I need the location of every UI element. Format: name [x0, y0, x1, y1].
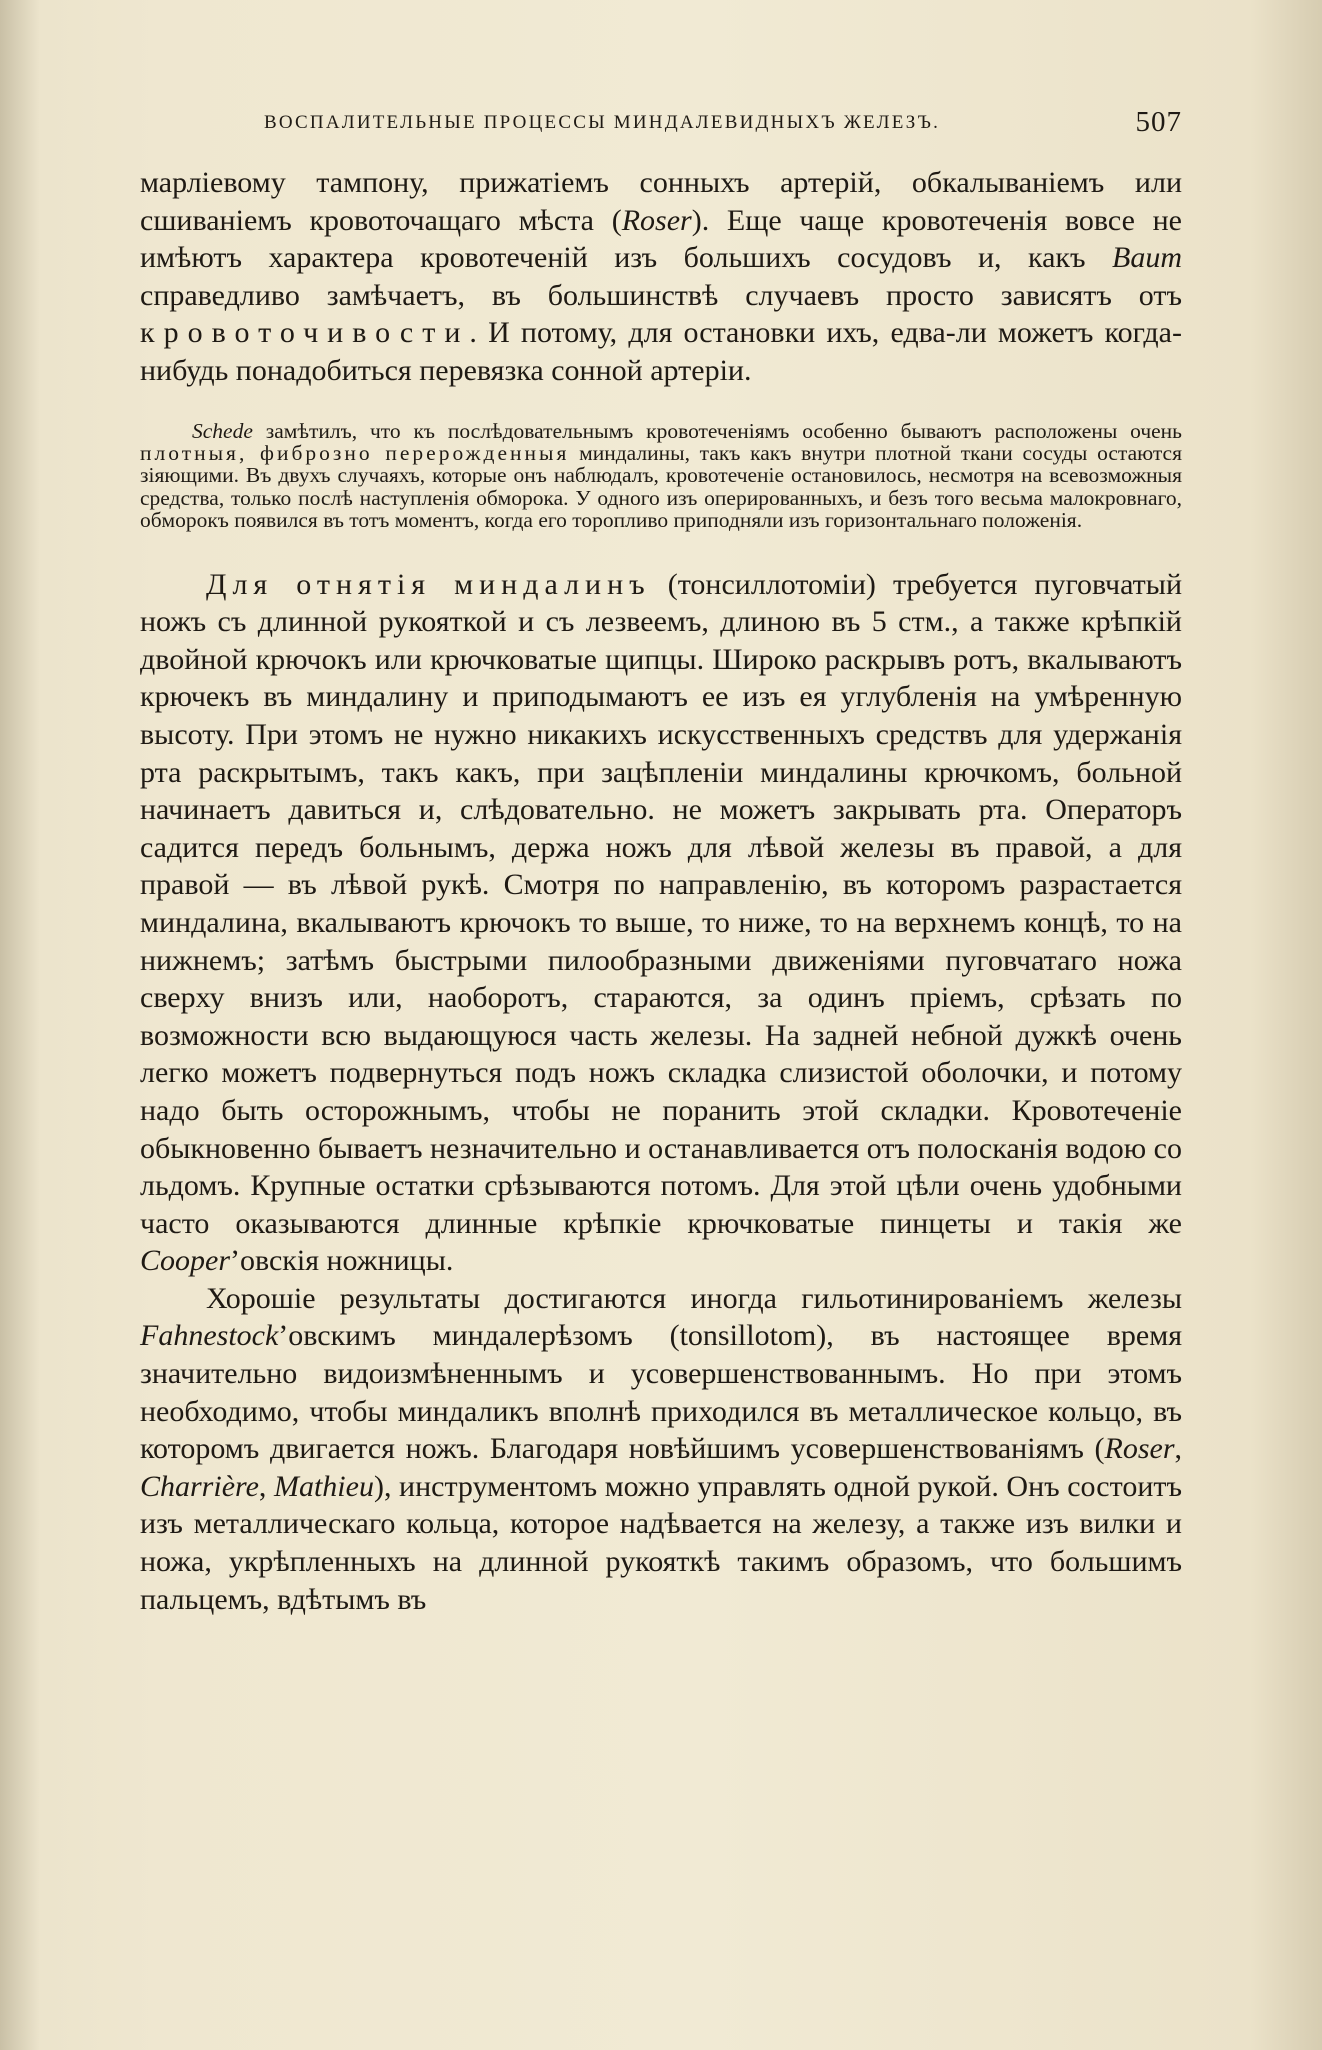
page-number: 507 [1135, 106, 1182, 138]
paragraph-1-text-c: справедливо замѣчаетъ, въ большинствѣ случаевъ просто зависятъ отъ [140, 278, 1182, 312]
author-baum: Baum [1112, 241, 1182, 275]
author-roser-2: Roser [1104, 1432, 1175, 1466]
paragraph-2-text-a: (тонсиллотоміи) требуется пуговчатый ножъ съ длинной рукояткой и съ лезвеемъ, длиною въ 5 стм., а также крѣпкій двойной крючокъ или крючковатые щипцы. Широко раскрывъ ротъ, вкалываютъ крючекъ въ миндалину и приподымаютъ ее изъ ея углубленія на умѣренную высоту. При этомъ не нужно никакихъ искусственныхъ средствъ для удержанія рта раскрытымъ, такъ какъ, при зацѣпленіи миндалины крючкомъ, больной начинаетъ давиться и, слѣдовательно. не можетъ закрывать рта. Операторъ садится передъ больнымъ, держа ножъ для лѣвой железы въ правой, а для правой — въ лѣвой рукѣ. Смотря по направленію, въ которомъ разрастается миндалина, вкалываютъ крючокъ то выше, то ниже, то на верхнемъ концѣ, то на нижнемъ; затѣмъ быстрыми пилообразными движеніями пуговчатаго ножа сверху внизъ или, наоборотъ, стараются, за одинъ пріемъ, срѣзать по возможности всю выдающуюся часть железы. На задней небной дужкѣ очень легко можетъ подвернуться подъ ножъ складка слизистой оболочки, и потому надо быть осторожнымъ, чтобы не поранить этой складки. Кровотеченіе обыкновенно бываетъ незначительно и останавливается отъ полосканія водою со льдомъ. Крупные остатки срѣзываются потомъ. Для этой цѣли очень удобными часто оказываются длинные крѣпкіе крючковатые пинцеты и такія же [140, 567, 1182, 1240]
author-schede: Schede [192, 418, 253, 443]
paragraph-3-text-b: ’овскимъ миндалерѣзомъ (tonsillotom), въ настоящее время значительно видоизмѣненнымъ и усовершенствованнымъ. Но при этомъ необходимо, чтобы миндаликъ вполнѣ приходился въ металлическое кольцо, въ которомъ двигается ножъ. Благодаря новѣйшимъ усовершенствованіямъ ( [140, 1319, 1182, 1466]
footnote-emphasis: плотныя, фиброзно перерожденныя [140, 440, 570, 465]
footnote-text-a: замѣтилъ, что къ послѣдовательнымъ кровотеченіямъ особенно бываютъ расположены очень [252, 418, 1182, 443]
paragraph-1-text-d: . И потому, для остановки ихъ, едва-ли можетъ когда-нибудь понадобиться перевязка сонной артеріи. [140, 316, 1182, 387]
paragraph-3 [140, 1280, 1182, 1618]
author-charriere: Charrière [140, 1469, 259, 1503]
author-cooper: Cooper [140, 1244, 230, 1278]
paragraph-2 [140, 566, 1182, 1280]
paragraph-3-text-c: ), инструментомъ можно управлять одной рукой. Онъ состоитъ изъ металлическаго кольца, которое надѣвается на железу, а также изъ вилки и ножа, укрѣпленныхъ на длинной рукояткѣ такимъ образомъ, что большимъ пальцемъ, вдѣтымъ въ [140, 1469, 1182, 1616]
running-head: ВОСПАЛИТЕЛЬНЫЕ ПРОЦЕССЫ МИНДАЛЕВИДНЫХЪ ЖЕЛЕЗЪ. [264, 112, 941, 133]
emphasis-tonsillotomy: Для отнятія миндалинъ [206, 567, 651, 601]
paragraph-2-text-b: ’овскія ножницы. [230, 1244, 454, 1278]
paragraph-1-text-b: ). Еще чаще кровотеченія вовсе не имѣютъ характера кровотеченій изъ большихъ сосудовъ и, какъ [140, 203, 1182, 275]
separator-2: , [258, 1469, 274, 1503]
paragraph-1-text-a: марліевому тампону, прижатіемъ сонныхъ артерій, обкалываніемъ или сшиваніемъ кровоточащаго мѣста ( [140, 166, 1182, 237]
author-mathieu: Mathieu [273, 1469, 374, 1503]
footnote-paragraph [140, 420, 1182, 532]
emphasis-krovotochivost: кровоточивости [140, 316, 470, 350]
author-roser: Roser [621, 203, 692, 237]
page-body [140, 164, 1182, 1618]
paragraph-3-text-a: Хорошіе результаты достигаются иногда гильотинированіемъ железы [206, 1281, 1182, 1315]
page-header [140, 106, 1182, 142]
author-fahnestock: Fahnestock [140, 1319, 279, 1353]
paragraph-1 [140, 164, 1182, 390]
separator-1: , [1174, 1432, 1182, 1466]
footnote-text-b: миндалины, такъ какъ внутри плотной ткани сосуды остаются зіяющими. Въ двухъ случаяхъ, которые онъ наблюдалъ, кровотеченіе остановилось, несмотря на всевозможныя средства, только послѣ наступленія обморока. У одного изъ оперированныхъ, и безъ того весьма малокровнаго, обморокъ появился въ тотъ моментъ, когда его торопливо приподняли изъ горизонтальнаго положенія. [140, 440, 1182, 533]
